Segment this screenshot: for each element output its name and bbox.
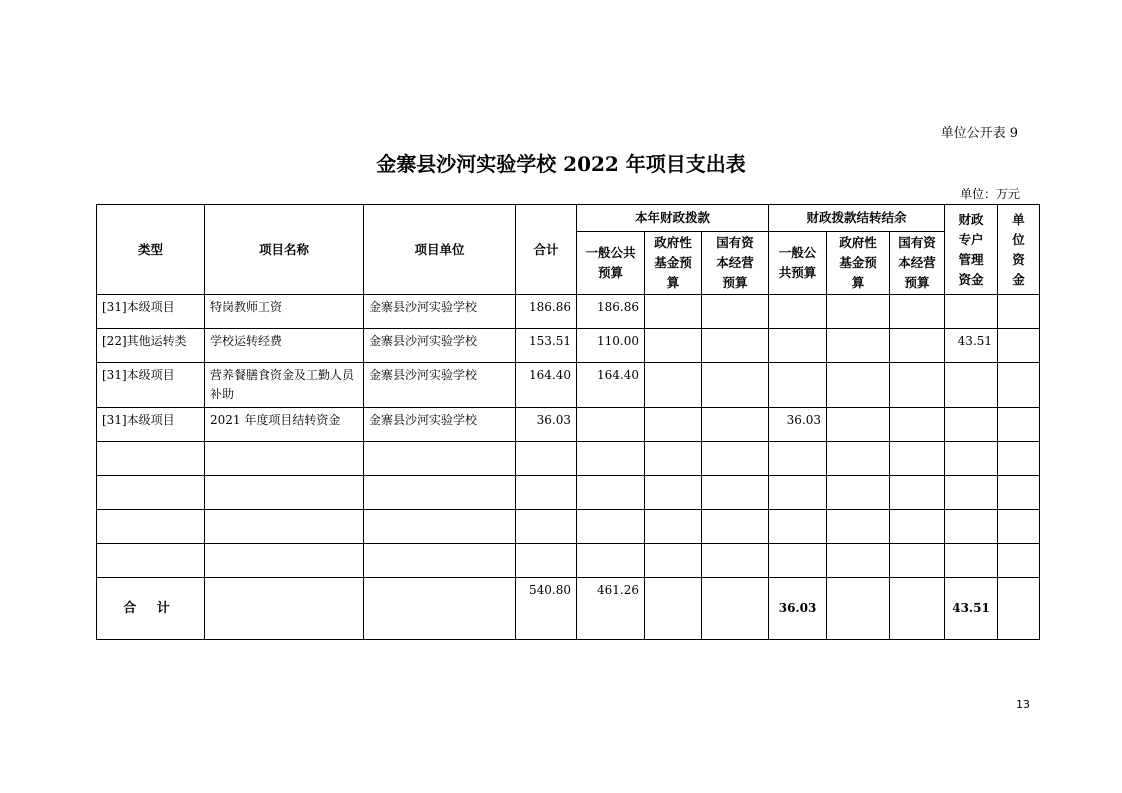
empty-cell	[769, 544, 827, 578]
empty-cell	[827, 510, 890, 544]
empty-cell	[769, 442, 827, 476]
cell-project-name: 营养餐膳食资金及工勤人员补助	[205, 363, 364, 408]
total-fiscal-special-fund: 43.51	[945, 578, 998, 640]
empty-cell	[205, 442, 364, 476]
cell-total: 186.86	[516, 295, 577, 329]
empty-row	[97, 442, 1040, 476]
empty-cell	[645, 578, 702, 640]
empty-cell	[702, 476, 769, 510]
empty-cell	[645, 476, 702, 510]
header-type: 类型	[97, 205, 205, 295]
cell-general-public-budget: 186.86	[577, 295, 645, 329]
header-state-capital-budget: 国有资本经营预算	[702, 232, 769, 295]
empty-cell	[364, 544, 516, 578]
form-number: 单位公开表 9	[940, 126, 1018, 141]
cell-type: [31]本级项目	[97, 363, 205, 408]
empty-row	[97, 544, 1040, 578]
empty-cell	[97, 442, 205, 476]
empty-cell	[998, 544, 1040, 578]
cell-carry-state-capital-budget	[890, 295, 945, 329]
empty-cell	[516, 476, 577, 510]
empty-cell	[364, 442, 516, 476]
empty-row	[97, 476, 1040, 510]
header-carry-general-public-budget: 一般公共预算	[769, 232, 827, 295]
header-total: 合计	[516, 205, 577, 295]
empty-cell	[645, 442, 702, 476]
cell-carry-gov-fund-budget	[827, 295, 890, 329]
header-project-unit: 项目单位	[364, 205, 516, 295]
cell-state-capital-budget	[702, 329, 769, 363]
empty-cell	[645, 544, 702, 578]
table-row	[97, 363, 1040, 408]
cell-state-capital-budget	[702, 408, 769, 442]
empty-cell	[945, 442, 998, 476]
cell-gov-fund-budget	[645, 295, 702, 329]
unit-label: 单位：万元	[959, 187, 1020, 201]
cell-project-unit: 金寨县沙河实验学校	[364, 363, 516, 408]
page-number: 13	[1016, 698, 1030, 711]
empty-cell	[945, 544, 998, 578]
empty-cell	[945, 510, 998, 544]
header-general-public-budget: 一般公共预算	[577, 232, 645, 295]
empty-cell	[827, 578, 890, 640]
empty-cell	[97, 476, 205, 510]
empty-cell	[890, 442, 945, 476]
total-label: 合 计	[97, 578, 205, 640]
empty-cell	[364, 510, 516, 544]
cell-carry-gov-fund-budget	[827, 329, 890, 363]
cell-fiscal-special-fund	[945, 363, 998, 408]
table-row	[97, 329, 1040, 363]
cell-general-public-budget: 164.40	[577, 363, 645, 408]
cell-total: 153.51	[516, 329, 577, 363]
header-current-year-group: 本年财政拨款	[577, 205, 769, 232]
empty-cell	[827, 442, 890, 476]
cell-state-capital-budget	[702, 363, 769, 408]
empty-cell	[945, 476, 998, 510]
empty-cell	[364, 578, 516, 640]
empty-cell	[577, 476, 645, 510]
empty-cell	[702, 442, 769, 476]
empty-cell	[364, 476, 516, 510]
empty-cell	[702, 510, 769, 544]
empty-cell	[516, 442, 577, 476]
cell-state-capital-budget	[702, 295, 769, 329]
empty-cell	[769, 476, 827, 510]
cell-project-name: 特岗教师工资	[205, 295, 364, 329]
cell-carry-general-public-budget	[769, 295, 827, 329]
empty-cell	[890, 476, 945, 510]
header-fiscal-special-fund: 财政专户管理资金	[945, 205, 998, 295]
total-general-public-budget: 461.26	[577, 578, 645, 640]
empty-cell	[827, 476, 890, 510]
cell-carry-general-public-budget	[769, 363, 827, 408]
total-sum: 540.80	[516, 578, 577, 640]
empty-cell	[577, 510, 645, 544]
empty-cell	[998, 510, 1040, 544]
empty-cell	[516, 544, 577, 578]
table-row	[97, 408, 1040, 442]
empty-cell	[516, 510, 577, 544]
empty-cell	[702, 544, 769, 578]
empty-cell	[890, 510, 945, 544]
cell-carry-state-capital-budget	[890, 329, 945, 363]
empty-cell	[97, 510, 205, 544]
empty-cell	[645, 510, 702, 544]
empty-cell	[998, 476, 1040, 510]
cell-unit-fund	[998, 329, 1040, 363]
cell-fiscal-special-fund	[945, 408, 998, 442]
empty-cell	[205, 510, 364, 544]
empty-cell	[827, 544, 890, 578]
cell-total: 164.40	[516, 363, 577, 408]
empty-cell	[205, 578, 364, 640]
empty-cell	[205, 544, 364, 578]
cell-fiscal-special-fund: 43.51	[945, 329, 998, 363]
empty-row	[97, 510, 1040, 544]
empty-cell	[577, 442, 645, 476]
empty-cell	[97, 544, 205, 578]
header-carry-gov-fund-budget: 政府性基金预算	[827, 232, 890, 295]
empty-cell	[577, 544, 645, 578]
cell-carry-gov-fund-budget	[827, 363, 890, 408]
cell-type: [31]本级项目	[97, 295, 205, 329]
cell-project-name: 2021 年度项目结转资金	[205, 408, 364, 442]
cell-carry-gov-fund-budget	[827, 408, 890, 442]
cell-gov-fund-budget	[645, 408, 702, 442]
cell-carry-general-public-budget: 36.03	[769, 408, 827, 442]
table-row	[97, 295, 1040, 329]
cell-gov-fund-budget	[645, 363, 702, 408]
empty-cell	[769, 510, 827, 544]
empty-cell	[702, 578, 769, 640]
empty-cell	[205, 476, 364, 510]
cell-unit-fund	[998, 295, 1040, 329]
cell-carry-state-capital-budget	[890, 363, 945, 408]
header-gov-fund-budget: 政府性基金预算	[645, 232, 702, 295]
project-expenditure-table	[96, 204, 1040, 640]
empty-cell	[890, 578, 945, 640]
empty-cell	[998, 578, 1040, 640]
header-project-name: 项目名称	[205, 205, 364, 295]
empty-cell	[890, 544, 945, 578]
total-carry-general-public-budget: 36.03	[769, 578, 827, 640]
cell-gov-fund-budget	[645, 329, 702, 363]
cell-project-unit: 金寨县沙河实验学校	[364, 295, 516, 329]
cell-type: [22]其他运转类	[97, 329, 205, 363]
header-carryover-group: 财政拨款结转结余	[769, 205, 945, 232]
cell-project-name: 学校运转经费	[205, 329, 364, 363]
cell-fiscal-special-fund	[945, 295, 998, 329]
cell-project-unit: 金寨县沙河实验学校	[364, 408, 516, 442]
header-carry-state-capital-budget: 国有资本经营预算	[890, 232, 945, 295]
cell-general-public-budget	[577, 408, 645, 442]
cell-project-unit: 金寨县沙河实验学校	[364, 329, 516, 363]
cell-general-public-budget: 110.00	[577, 329, 645, 363]
cell-unit-fund	[998, 363, 1040, 408]
empty-cell	[998, 442, 1040, 476]
cell-total: 36.03	[516, 408, 577, 442]
cell-carry-general-public-budget	[769, 329, 827, 363]
header-unit-fund: 单位资金	[998, 205, 1040, 295]
page-title: 金寨县沙河实验学校 2022 年项目支出表	[376, 152, 746, 176]
cell-unit-fund	[998, 408, 1040, 442]
total-row	[97, 578, 1040, 640]
cell-carry-state-capital-budget	[890, 408, 945, 442]
cell-type: [31]本级项目	[97, 408, 205, 442]
